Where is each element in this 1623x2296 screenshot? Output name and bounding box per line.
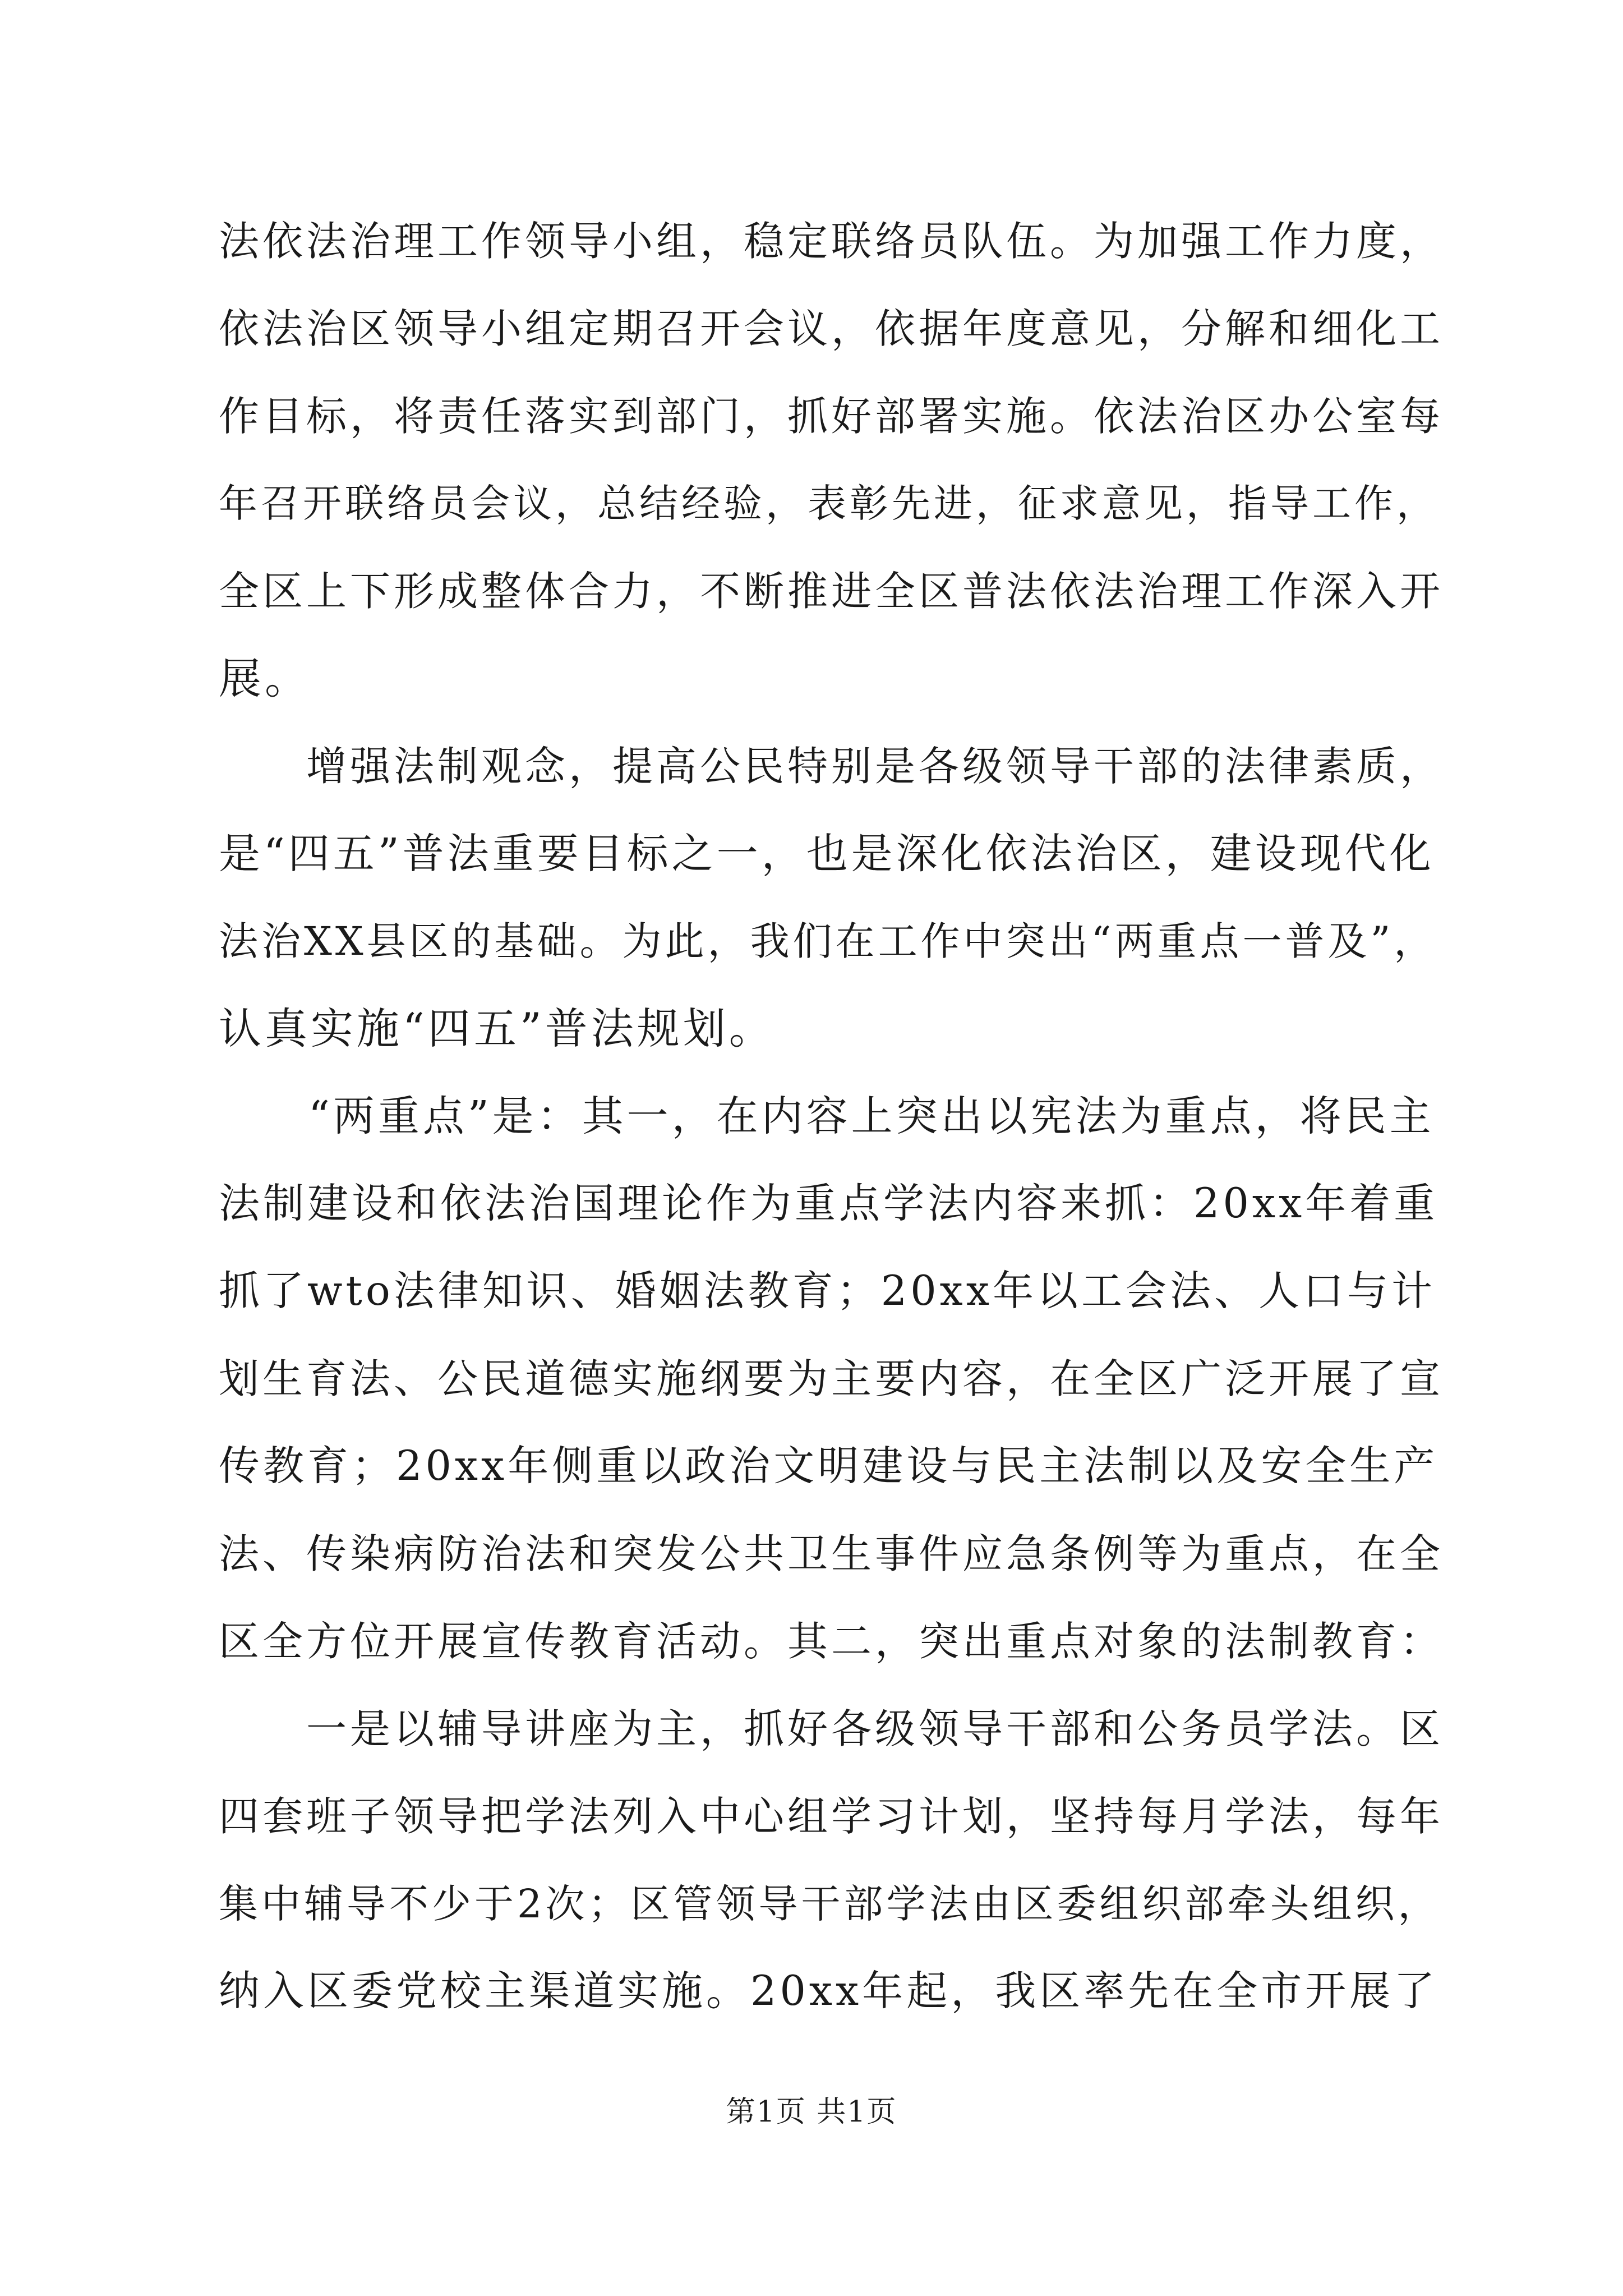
text-line: 法、传染病防治法和突发公共卫生事件应急条例等为重点，在全 <box>219 1530 1444 1577</box>
text-line: 认真实施“四五”普法规划。 <box>219 1004 775 1053</box>
text-line: 依法治区领导小组定期召开会议，依据年度意见，分解和细化工 <box>219 305 1444 352</box>
page-footer: 第1页 共1页 <box>726 2095 897 2129</box>
text-line: 是“四五”普法重要目标之一，也是深化依法治区，建设现代化 <box>219 830 1435 878</box>
text-line: 年召开联络员会议，总结经验，表彰先进，征求意见，指导工作， <box>219 481 1438 526</box>
text-line: 一是以辅导讲座为主，抓好各级领导干部和公务员学法。区 <box>219 1705 1444 1752</box>
text-line: 纳入区委党校主渠道实施。20xx年起，我区率先在全市开展了 <box>219 1967 1438 2015</box>
text-line: 抓了wto法律知识、婚姻法教育；20xx年以工会法、人口与计 <box>219 1267 1436 1315</box>
text-line: 法治XX县区的基础。为此，我们在工作中突出“两重点一普及”， <box>219 918 1437 964</box>
text-line: 全区上下形成整体合力，不断推进全区普法依法治理工作深入开 <box>219 568 1444 615</box>
text-line: “两重点”是：其一，在内容上突出以宪法为重点，将民主 <box>219 1092 1435 1140</box>
text-line: 集中辅导不少于2次；区管领导干部学法由区委组织部牵头组织， <box>219 1881 1441 1927</box>
text-line: 增强法制观念，提高公民特别是各级领导干部的法律素质， <box>219 743 1444 790</box>
text-line: 法制建设和依法治国理论作为重点学法内容来抓：20xx年着重 <box>219 1180 1438 1227</box>
text-line: 划生育法、公民道德实施纲要为主要内容，在全区广泛开展了宣 <box>219 1355 1444 1402</box>
text-line: 作目标，将责任落实到部门，抓好部署实施。依法治区办公室每 <box>219 393 1444 440</box>
text-line: 四套班子领导把学法列入中心组学习计划，坚持每月学法，每年 <box>219 1793 1444 1840</box>
text-line: 区全方位开展宣传教育活动。其二，突出重点对象的法制教育： <box>219 1618 1444 1665</box>
text-line: 展。 <box>219 654 311 703</box>
text-line: 法依法治理工作领导小组，稳定联络员队伍。为加强工作力度， <box>219 218 1444 265</box>
text-line: 传教育；20xx年侧重以政治文明建设与民主法制以及安全生产 <box>219 1442 1438 1490</box>
